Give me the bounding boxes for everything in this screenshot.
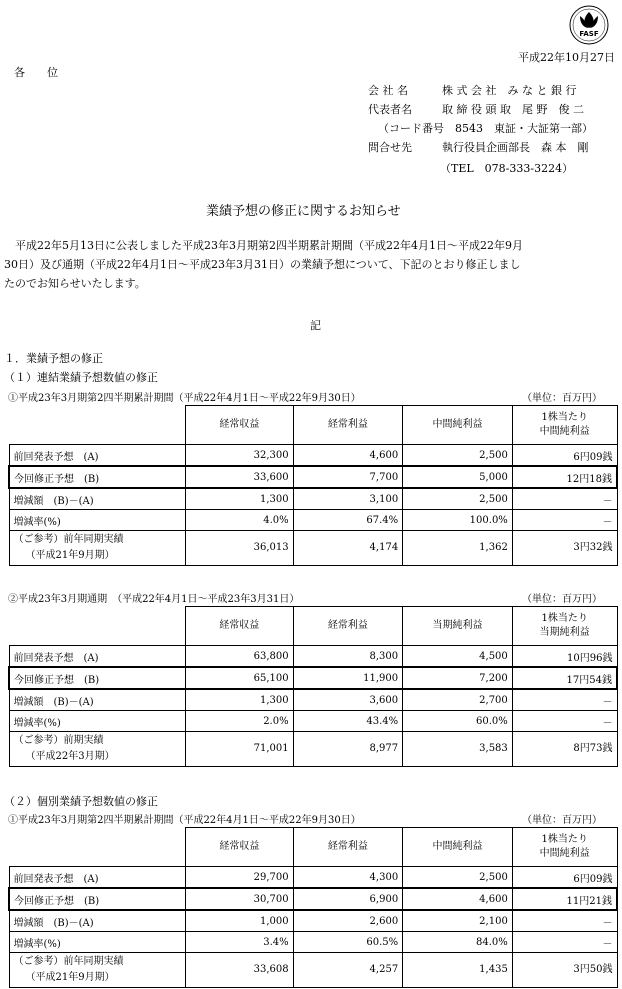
header-cell: 経常利益 xyxy=(293,406,403,445)
row-label: 増減率(%) xyxy=(9,711,186,732)
row-label: 増減率(%) xyxy=(9,932,186,953)
addressee: 各 位 xyxy=(14,66,58,79)
table-cell: 1,300 xyxy=(186,488,294,510)
table-cell: 36,013 xyxy=(186,531,294,566)
row-label xyxy=(9,732,186,767)
header-cell: 中間純利益 xyxy=(403,828,513,867)
row-label: 増減率(%) xyxy=(9,510,186,531)
ki-mark: 記 xyxy=(310,319,321,332)
subsection-consolidated: （１）連結業績予想数値の修正 xyxy=(4,371,158,384)
table-cell: 63,800 xyxy=(186,646,294,668)
row-label: 増減額 (B)－(A) xyxy=(9,910,186,932)
table-cell: － xyxy=(512,689,617,711)
table-row xyxy=(9,888,617,910)
table-cell: 8,300 xyxy=(293,646,403,668)
sender-rep xyxy=(368,101,584,117)
header-cell: 経常利益 xyxy=(293,828,403,867)
table-row xyxy=(9,932,617,953)
fasf-logo-icon xyxy=(568,4,610,46)
table-cell: 71,001 xyxy=(186,732,294,767)
table-cell: － xyxy=(512,488,617,510)
table-caption: ①平成23年3月期第2四半期累計期間（平成22年4月1日～平成22年9月30日） xyxy=(8,815,361,826)
table-header-row xyxy=(9,607,617,646)
contact-label: 問合せ先 xyxy=(368,141,412,154)
table-cell: － xyxy=(512,910,617,932)
table-cell: 11,900 xyxy=(293,667,403,689)
table-cell: 43.4% xyxy=(293,711,403,732)
row-label xyxy=(9,531,186,566)
intro-line: 平成22年5月13日に公表しました平成23年3月期第2四半期累計期間（平成22年4月1日～平成22年9月 xyxy=(4,239,523,252)
header-cell: 1株当たり xyxy=(541,613,588,624)
table-cell: 3円50銭 xyxy=(512,953,617,988)
table-cell: 1,435 xyxy=(403,953,513,988)
table-row xyxy=(9,445,617,467)
contact-name: 執行役員企画部長 森 本 剛 xyxy=(442,141,589,154)
table-cell: 11円21銭 xyxy=(512,888,617,910)
company-name: 株 式 会 社 み な と 銀 行 xyxy=(442,84,577,97)
table-cell: 65,100 xyxy=(186,667,294,689)
table-cell: 7,200 xyxy=(403,667,513,689)
table-cell: 60.5% xyxy=(293,932,403,953)
table-row xyxy=(9,711,617,732)
table-cell: 8円73銭 xyxy=(512,732,617,767)
header-cell: 中間純利益 xyxy=(539,426,590,437)
table-cell: 29,700 xyxy=(186,867,294,889)
table-header-row xyxy=(9,828,617,867)
unit-label: （単位：百万円） xyxy=(522,594,602,605)
table-cell: 4,257 xyxy=(293,953,403,988)
table-cell: 7,700 xyxy=(293,466,403,488)
table-cell: 8,977 xyxy=(293,732,403,767)
table-cell: 67.4% xyxy=(293,510,403,531)
row-label-line: （ご参考）前年同期実績 xyxy=(13,534,124,545)
blank-header-cell xyxy=(9,406,186,445)
header-cell: 1株当たり xyxy=(541,834,588,845)
table-caption: ②平成23年3月期通期 （平成22年4月1日～平成23年3月31日） xyxy=(8,594,300,605)
table-cell: 5,000 xyxy=(403,466,513,488)
table-cell: 4,600 xyxy=(403,888,513,910)
table-cell: 4,300 xyxy=(293,867,403,889)
table-cell: － xyxy=(512,932,617,953)
telephone: （TEL 078-333-3224） xyxy=(440,162,574,175)
table-cell: 2,500 xyxy=(403,445,513,467)
table-cell: 6円09銭 xyxy=(512,445,617,467)
intro-paragraph xyxy=(4,236,616,293)
table-cell: 12円18銭 xyxy=(512,466,617,488)
table-cell: 1,000 xyxy=(186,910,294,932)
table-cell: 6,900 xyxy=(293,888,403,910)
table-cell: 100.0% xyxy=(403,510,513,531)
table-cell: 3,100 xyxy=(293,488,403,510)
rep-name: 取 締 役 頭 取 尾 野 俊 二 xyxy=(442,103,584,116)
row-label: 今回修正予想 (B) xyxy=(9,667,186,689)
table-cell: 4,600 xyxy=(293,445,403,467)
header-cell: 経常収益 xyxy=(186,607,294,646)
row-label-line: （平成21年9月期） xyxy=(25,550,115,561)
header-cell: 経常収益 xyxy=(186,828,294,867)
sender-contact xyxy=(368,139,589,155)
document-title: 業績予想の修正に関するお知らせ xyxy=(206,204,401,219)
header-cell: 当期純利益 xyxy=(539,627,590,638)
row-label-line: （平成21年9月期） xyxy=(25,972,115,983)
forecast-table-1 xyxy=(8,405,618,566)
table-row xyxy=(9,953,617,988)
table-cell: 1,362 xyxy=(403,531,513,566)
row-label: 前回発表予想 (A) xyxy=(9,867,186,889)
blank-header-cell xyxy=(9,828,186,867)
company-label: 会 社 名 xyxy=(368,84,408,97)
row-label: 前回発表予想 (A) xyxy=(9,646,186,668)
subsection-nonconsolidated: （２）個別業績予想数値の修正 xyxy=(4,795,158,808)
header-cell: 1株当たり xyxy=(541,412,588,423)
table-cell: 2,100 xyxy=(403,910,513,932)
table-row xyxy=(9,689,617,711)
row-label-line: （ご参考）前期実績 xyxy=(13,735,104,746)
header-cell: 経常利益 xyxy=(293,607,403,646)
intro-line: たのでお知らせいたします。 xyxy=(4,277,146,290)
blank-header-cell xyxy=(9,607,186,646)
row-label: 今回修正予想 (B) xyxy=(9,888,186,910)
row-label: 増減額 (B)－(A) xyxy=(9,689,186,711)
forecast-table-3 xyxy=(8,827,618,988)
table-cell: 32,300 xyxy=(186,445,294,467)
date: 平成22年10月27日 xyxy=(518,51,615,64)
row-label-line: （ご参考）前年同期実績 xyxy=(13,956,124,967)
row-label xyxy=(9,953,186,988)
table-row xyxy=(9,646,617,668)
table-cell: 6円09銭 xyxy=(512,867,617,889)
table-cell: 3,583 xyxy=(403,732,513,767)
table-cell: 33,608 xyxy=(186,953,294,988)
row-label: 増減額 (B)－(A) xyxy=(9,488,186,510)
table-cell: － xyxy=(512,711,617,732)
table-cell: 10円96銭 xyxy=(512,646,617,668)
table-header-row xyxy=(9,406,617,445)
table-row xyxy=(9,531,617,566)
section-heading: １．業績予想の修正 xyxy=(4,352,103,365)
stock-code: （コード番号 8543 東証・大証第一部） xyxy=(378,122,593,135)
table-cell: 3円32銭 xyxy=(512,531,617,566)
table-cell: 2,500 xyxy=(403,488,513,510)
header-cell: 経常収益 xyxy=(186,406,294,445)
unit-label: （単位：百万円） xyxy=(522,815,602,826)
table-caption: ①平成23年3月期第2四半期累計期間（平成22年4月1日～平成22年9月30日） xyxy=(8,393,361,404)
table-cell: 84.0% xyxy=(403,932,513,953)
table-cell: 2,600 xyxy=(293,910,403,932)
table-cell: 4.0% xyxy=(186,510,294,531)
unit-label: （単位：百万円） xyxy=(522,393,602,404)
table-cell: 4,174 xyxy=(293,531,403,566)
table-cell: 60.0% xyxy=(403,711,513,732)
header-cell-eps xyxy=(512,828,617,867)
table-row xyxy=(9,910,617,932)
table-cell: 2.0% xyxy=(186,711,294,732)
rep-label: 代表者名 xyxy=(368,103,412,116)
header-cell-eps xyxy=(512,406,617,445)
row-label: 今回修正予想 (B) xyxy=(9,466,186,488)
table-cell: 4,500 xyxy=(403,646,513,668)
table-cell: 1,300 xyxy=(186,689,294,711)
table-cell: 2,700 xyxy=(403,689,513,711)
table-cell: 33,600 xyxy=(186,466,294,488)
table-cell: 30,700 xyxy=(186,888,294,910)
table-row xyxy=(9,466,617,488)
table-cell: 2,500 xyxy=(403,867,513,889)
table-row xyxy=(9,732,617,767)
intro-line: 30日）及び通期（平成22年4月1日～平成23年3月31日）の業績予想について、下記のとおり修正しまし xyxy=(4,258,521,271)
header-cell-eps xyxy=(512,607,617,646)
header-cell: 中間純利益 xyxy=(539,848,590,859)
logo-label: FASF xyxy=(579,30,599,38)
row-label: 前回発表予想 (A) xyxy=(9,445,186,467)
table-row xyxy=(9,510,617,531)
table-row xyxy=(9,867,617,889)
table-cell: 3.4% xyxy=(186,932,294,953)
table-cell: － xyxy=(512,510,617,531)
row-label-line: （平成22年3月期） xyxy=(25,751,115,762)
header-cell: 当期純利益 xyxy=(403,607,513,646)
table-cell: 3,600 xyxy=(293,689,403,711)
table-row xyxy=(9,488,617,510)
table-cell: 17円54銭 xyxy=(512,667,617,689)
table-row xyxy=(9,667,617,689)
sender-company xyxy=(368,82,576,98)
header-cell: 中間純利益 xyxy=(403,406,513,445)
forecast-table-2 xyxy=(8,606,618,767)
